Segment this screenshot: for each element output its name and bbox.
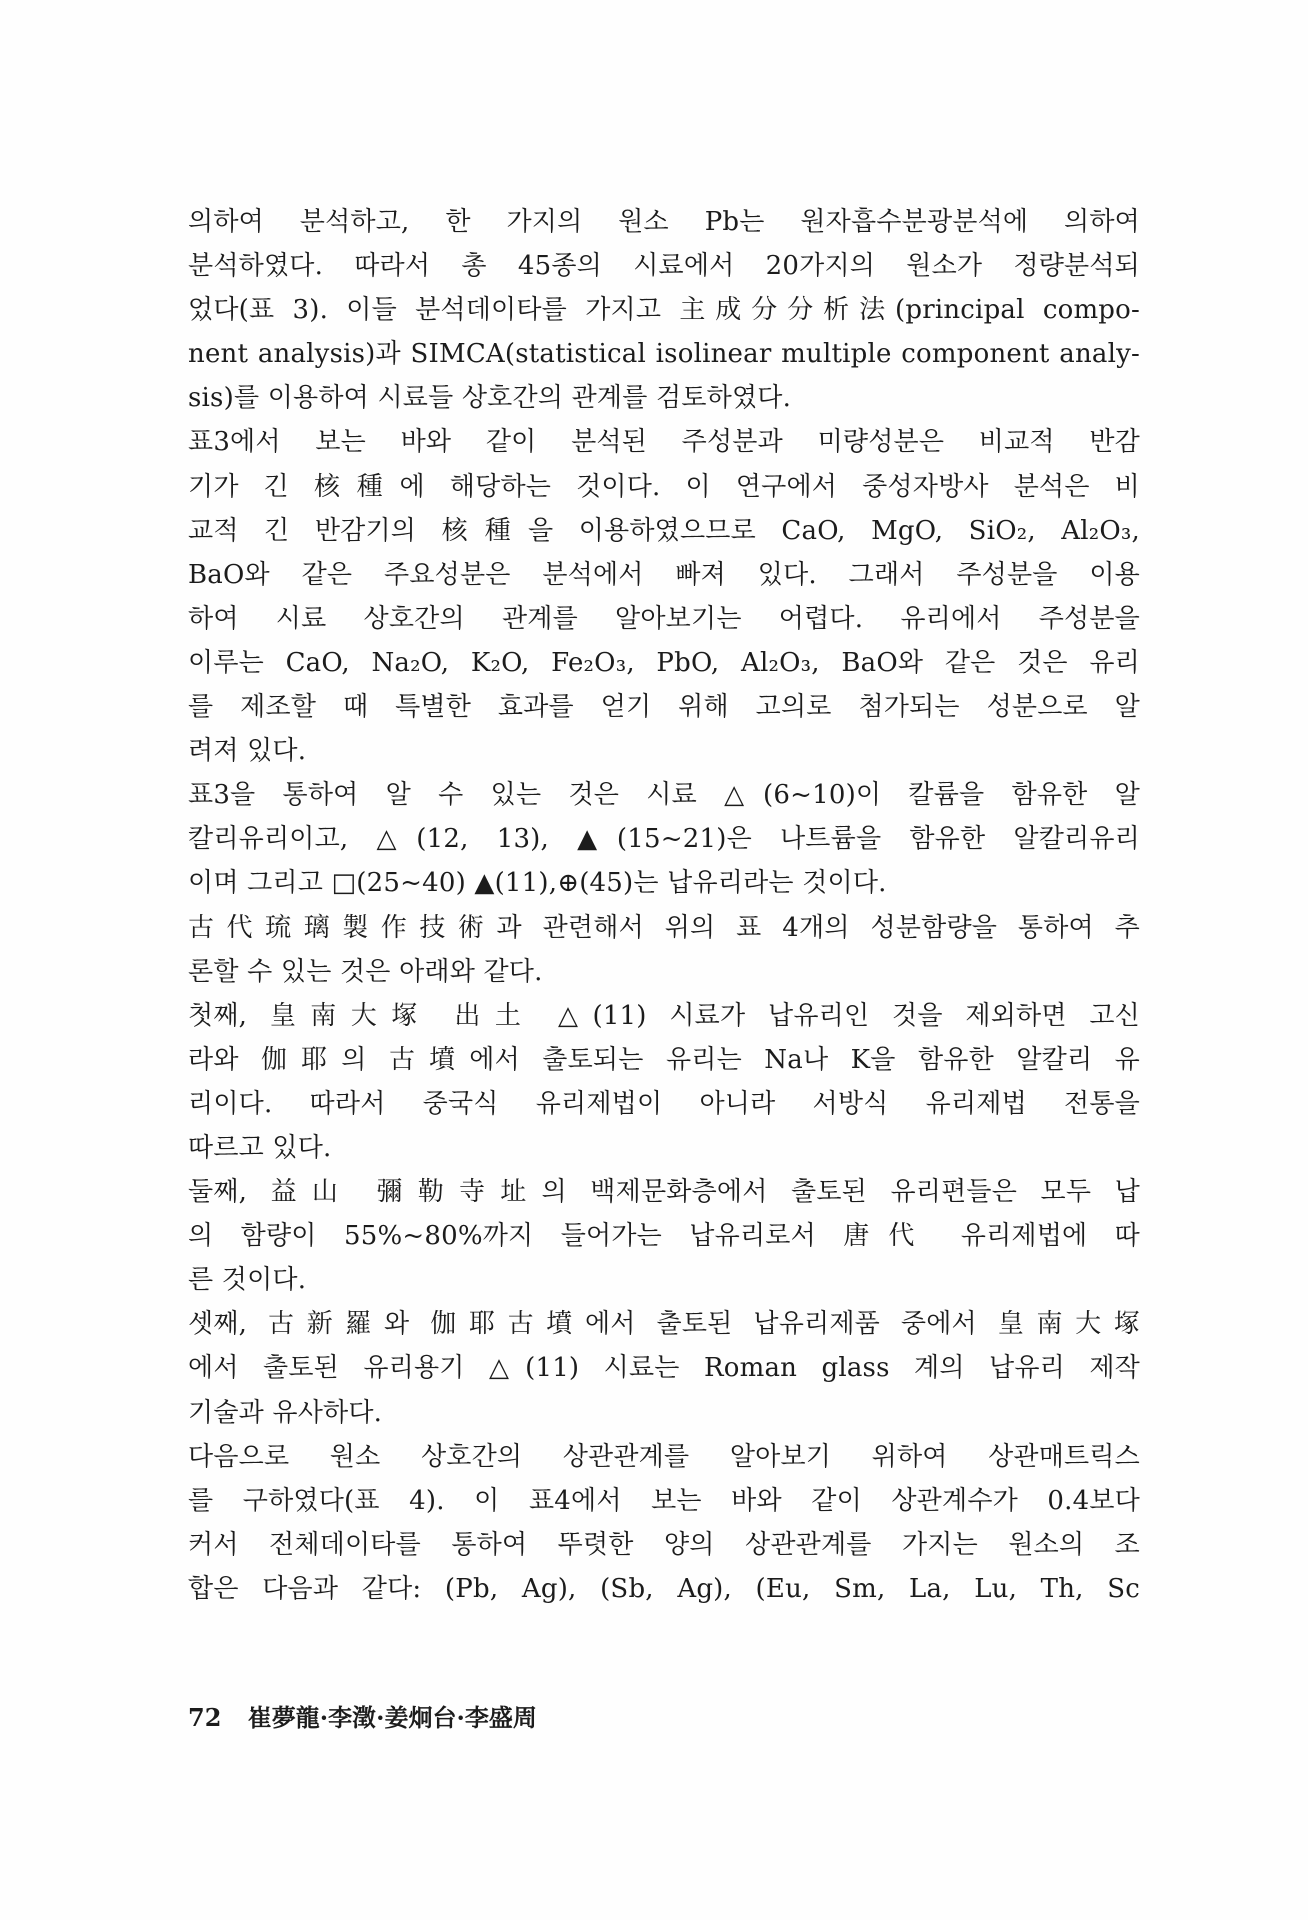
text-line: 를 제조할 때 특별한 효과를 얻기 위해 고의로 첨가되는 성분으로 알 — [188, 692, 1140, 723]
text-line: 커서 전체데이타를 통하여 뚜렷한 양의 상관관계를 가지는 원소의 조 — [188, 1529, 1140, 1560]
text-line: 기가 긴 核種에 해당하는 것이다. 이 연구에서 중성자방사 분석은 비 — [188, 471, 1140, 502]
text-line: 려져 있다. — [188, 736, 307, 767]
text-line: 따르고 있다. — [188, 1132, 332, 1163]
page-footer — [188, 1700, 537, 1736]
text-line: 하여 시료 상호간의 관계를 알아보기는 어렵다. 유리에서 주성분을 — [188, 603, 1140, 634]
running-authors: 崔夢龍·李澂·姜炯台·李盛周 — [247, 1703, 537, 1732]
text-line: 를 구하였다(표 4). 이 표4에서 보는 바와 같이 상관계수가 0.4보다 — [188, 1485, 1140, 1516]
text-line: sis)를 이용하여 시료들 상호간의 관계를 검토하였다. — [188, 383, 792, 414]
text-line: 표3에서 보는 바와 같이 분석된 주성분과 미량성분은 비교적 반감 — [188, 427, 1140, 458]
text-line: 다음으로 원소 상호간의 상관관계를 알아보기 위하여 상관매트릭스 — [188, 1441, 1140, 1472]
text-line: 이루는 CaO, Na₂O, K₂O, Fe₂O₃, PbO, Al₂O₃, BaO와 같은 것은 유리 — [188, 647, 1140, 678]
page-number: 72 — [188, 1703, 222, 1732]
text-line: 분석하였다. 따라서 총 45종의 시료에서 20가지의 원소가 정량분석되 — [188, 251, 1140, 282]
text-line: 에서 출토된 유리용기 △(11) 시료는 Roman glass 계의 납유리 제작 — [188, 1353, 1140, 1384]
text-line: 첫째, 皇南大塚 出土 △(11) 시료가 납유리인 것을 제외하면 고신 — [188, 1000, 1140, 1031]
text-line: 라와 伽耶의 古墳에서 출토되는 유리는 Na나 K을 함유한 알칼리 유 — [188, 1044, 1140, 1075]
text-line: 셋째, 古新羅와 伽耶古墳에서 출토된 납유리제품 중에서 皇南大塚 — [188, 1309, 1140, 1340]
text-line: nent analysis)과 SIMCA(statistical isolinear multiple component analy- — [188, 339, 1140, 370]
text-line: 의하여 분석하고, 한 가지의 원소 Pb는 원자흡수분광분석에 의하여 — [188, 207, 1140, 237]
text-line: 른 것이다. — [188, 1265, 307, 1296]
text-line: 교적 긴 반감기의 核種을 이용하였으므로 CaO, MgO, SiO₂, Al₂O₃, — [188, 515, 1140, 546]
text-line: 합은 다음과 같다: (Pb, Ag), (Sb, Ag), (Eu, Sm, La, Lu, Th, Sc — [188, 1573, 1140, 1604]
text-line: 칼리유리이고, △(12, 13), ▲(15~21)은 나트륨을 함유한 알칼리유리 — [188, 824, 1140, 855]
text-line: 둘째, 益山 彌勒寺址의 백제문화층에서 출토된 유리편들은 모두 납 — [188, 1177, 1140, 1208]
text-line: 古代琉璃製作技術과 관련해서 위의 표 4개의 성분함량을 통하여 추 — [188, 912, 1140, 943]
text-line: 었다(표 3). 이들 분석데이타를 가지고 主成分分析法(principal compo- — [188, 295, 1140, 326]
text-line: 론할 수 있는 것은 아래와 같다. — [188, 956, 543, 987]
text-line: 표3을 통하여 알 수 있는 것은 시료 △(6~10)이 칼륨을 함유한 알 — [188, 780, 1140, 811]
text-line: 이며 그리고 □(25~40) ▲(11),⊕(45)는 납유리라는 것이다. — [188, 868, 887, 899]
text-line: 리이다. 따라서 중국식 유리제법이 아니라 서방식 유리제법 전통을 — [188, 1088, 1140, 1119]
text-line: BaO와 같은 주요성분은 분석에서 빠져 있다. 그래서 주성분을 이용 — [188, 559, 1140, 590]
body-text — [188, 200, 1140, 1611]
text-line: 기술과 유사하다. — [188, 1397, 383, 1428]
text-line: 의 함량이 55%~80%까지 들어가는 납유리로서 唐代 유리제법에 따 — [188, 1221, 1140, 1252]
